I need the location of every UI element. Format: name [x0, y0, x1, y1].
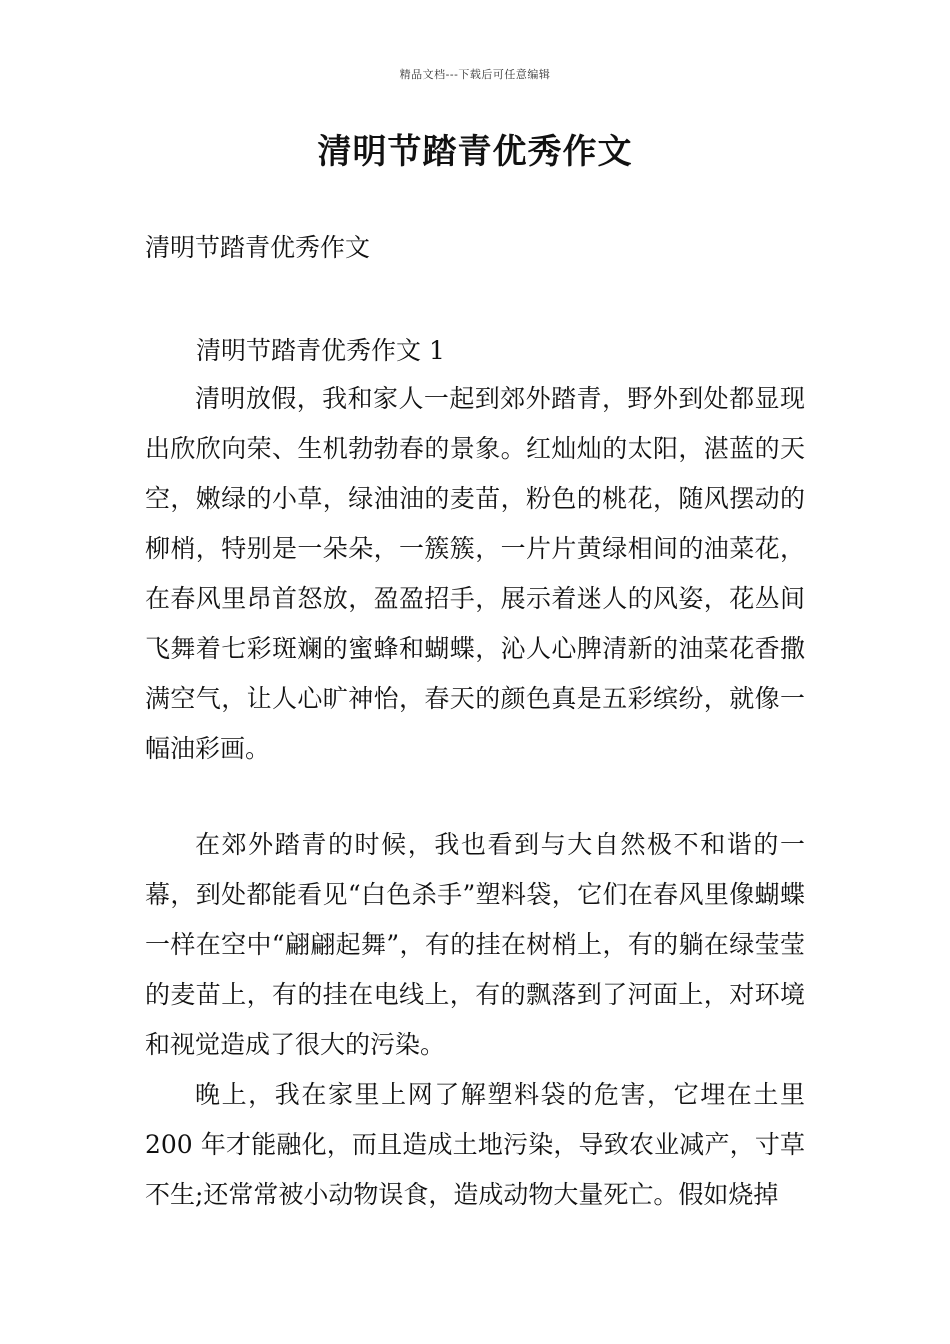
header-note: 精品文档---下载后可任意编辑 [399, 68, 551, 81]
section-heading: 清明节踏青优秀作文 1 [196, 336, 445, 365]
paragraph-2: 在郊外踏青的时候，我也看到与大自然极不和谐的一幕，到处都能看见“白色杀手”塑料袋，它们在春风里像蝴蝶一样在空中“翩翩起舞”，有的挂在树梢上，有的躺在绿莹莹的麦苗上，有的挂在电线上，有的飘落到了河面上，对环境和视觉造成了很大的污染。 [145, 830, 805, 1059]
paragraph-1: 清明放假，我和家人一起到郊外踏青，野外到处都显现出欣欣向荣、生机勃勃春的景象。红灿灿的太阳，湛蓝的天空，嫩绿的小草，绿油油的麦苗，粉色的桃花，随风摆动的柳梢，特别是一朵朵，一簇簇，一片片黄绿相间的油菜花，在春风里昂首怒放，盈盈招手，展示着迷人的风姿，花丛间飞舞着七彩斑斓的蜜蜂和蝴蝶，沁人心脾清新的油菜花香撒满空气，让人心旷神怡，春天的颜色真是五彩缤纷，就像一幅油彩画。 [145, 384, 805, 763]
document-subtitle: 清明节踏青优秀作文 [145, 233, 371, 262]
paragraph-3: 晚上，我在家里上网了解塑料袋的危害，它埋在土里 200 年才能融化，而且造成土地污染，导致农业减产，寸草不生;还常常被小动物误食，造成动物大量死亡。假如烧掉 [145, 1080, 805, 1209]
document-title: 清明节踏青优秀作文 [317, 132, 633, 172]
